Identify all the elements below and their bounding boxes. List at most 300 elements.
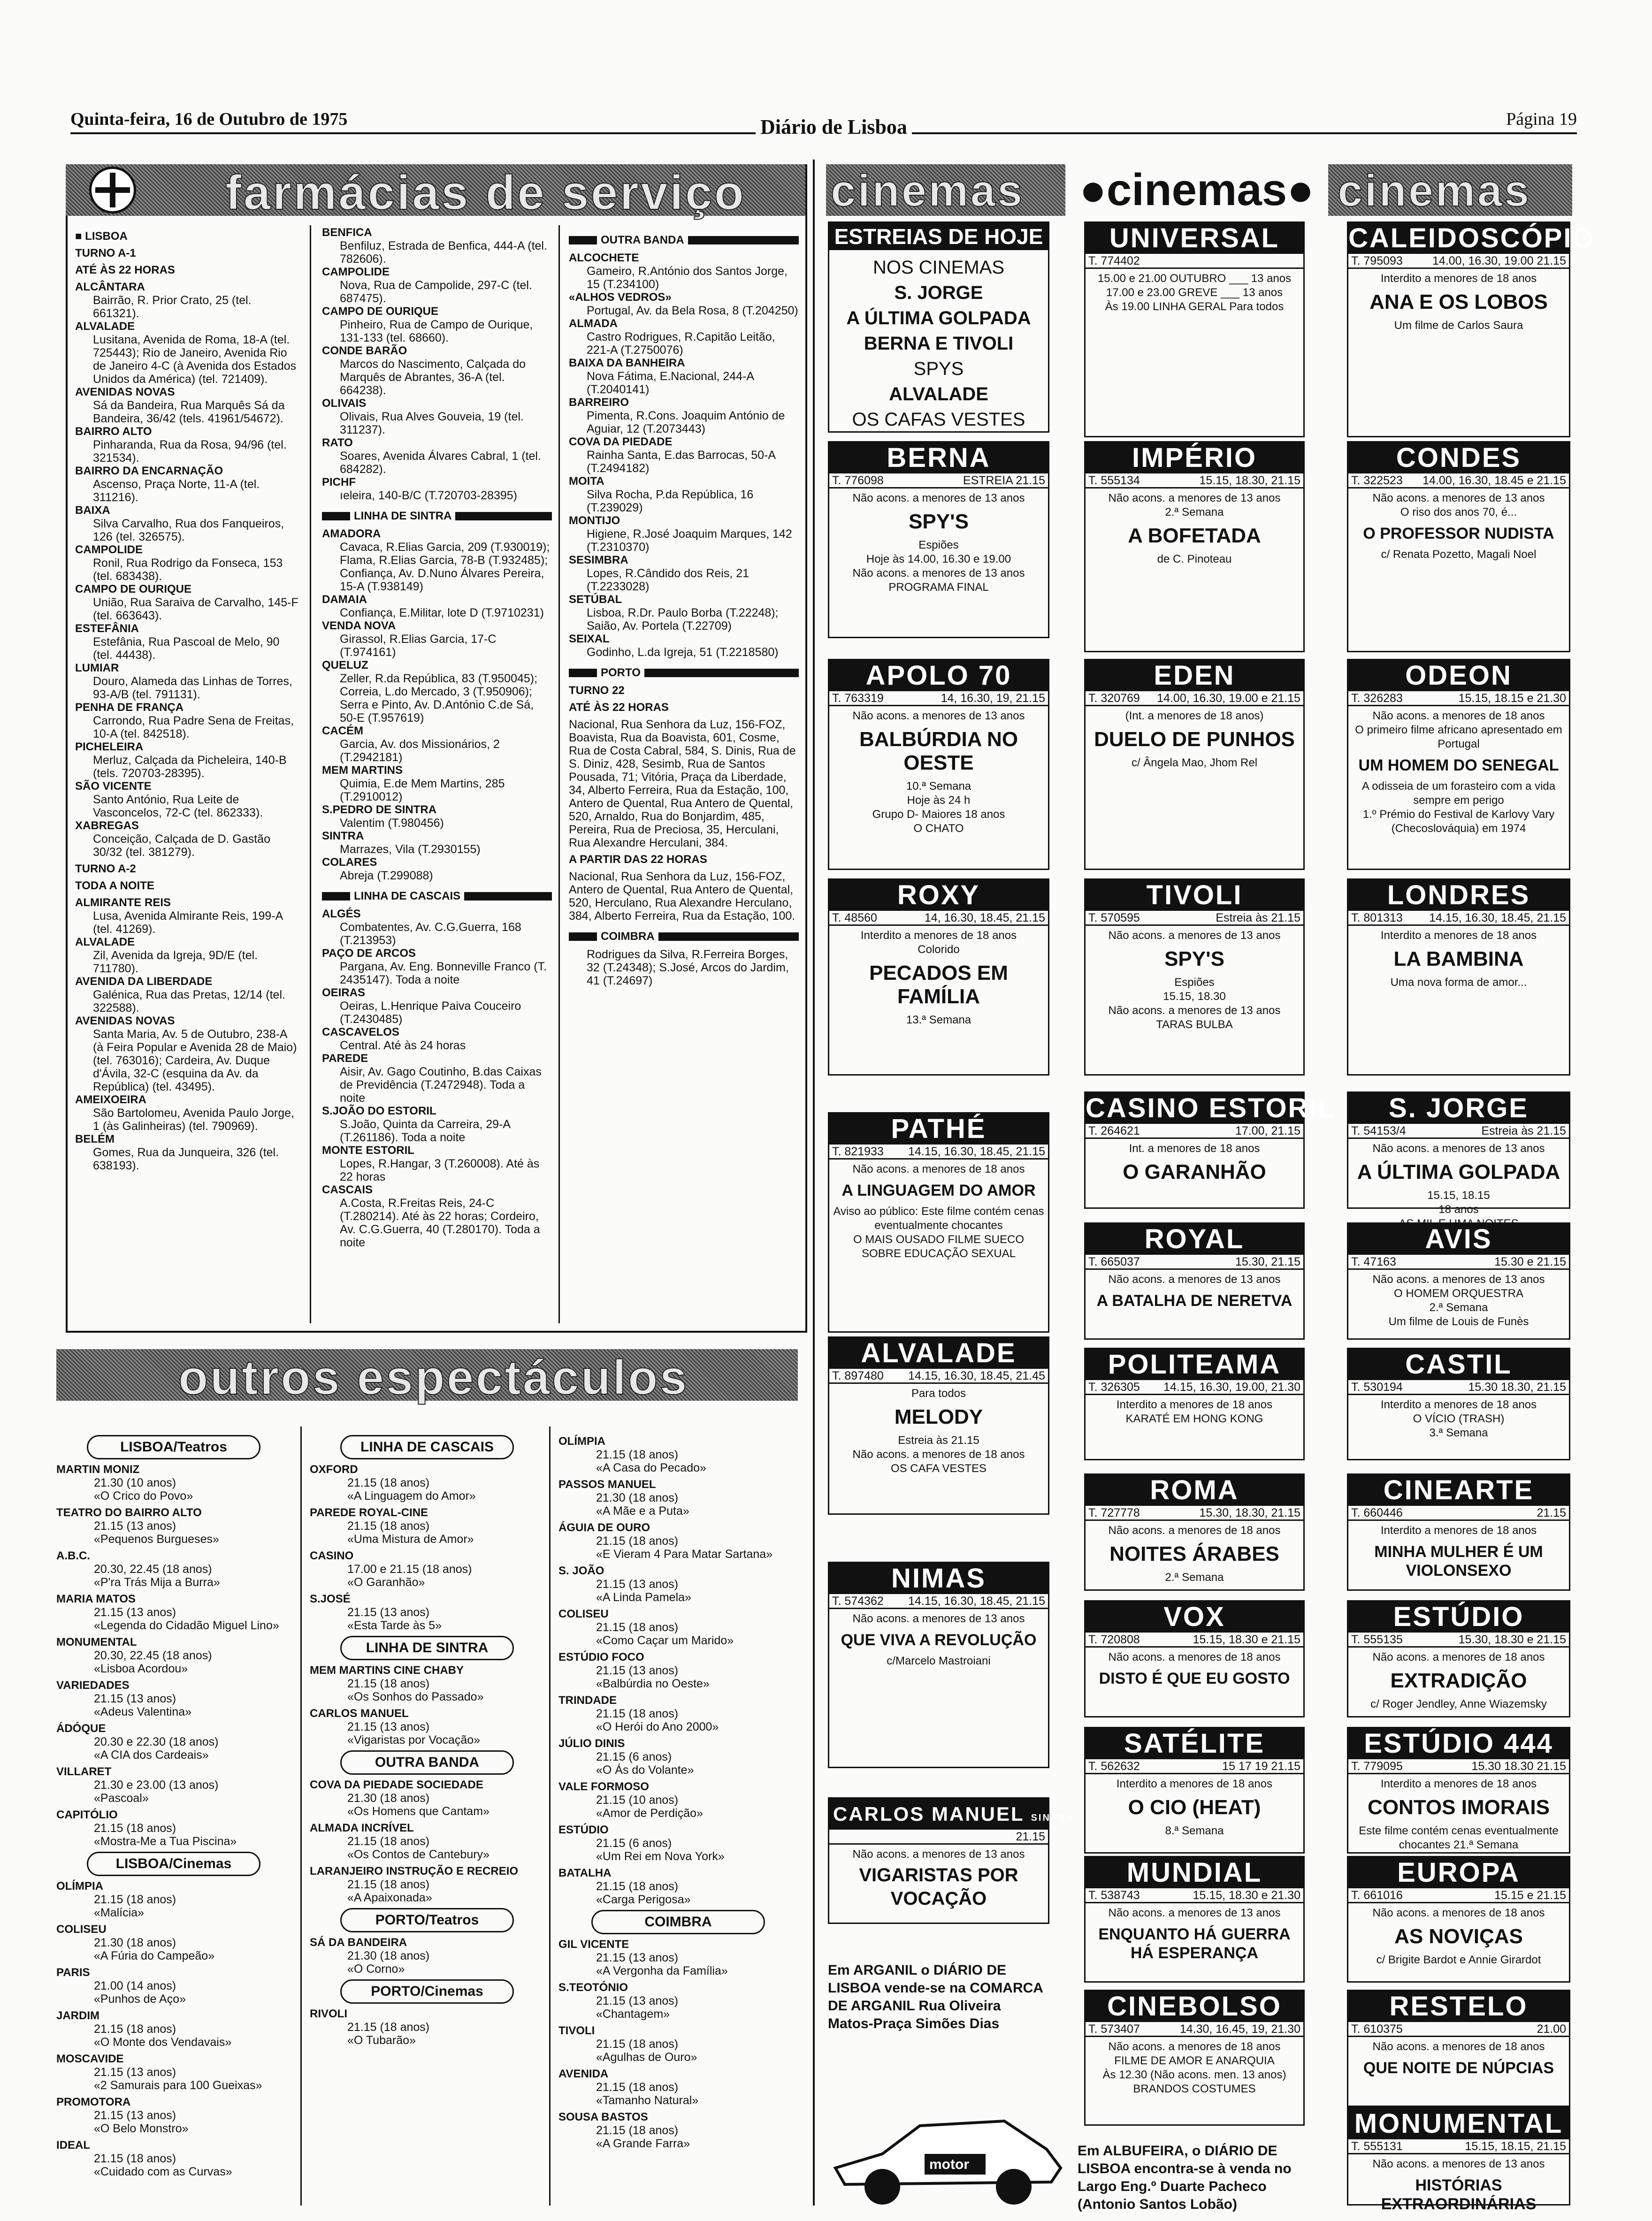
district-name: LUMIAR — [75, 662, 119, 674]
section-pill: LISBOA/Cinemas — [87, 1852, 260, 1876]
cinema-name: UNIVERSAL — [1086, 223, 1303, 254]
pharmacy-cross-icon — [89, 167, 136, 214]
cinema-berna — [828, 441, 1049, 638]
district-name: MOITA — [569, 475, 604, 488]
venue-name: ALMADA INCRÍVEL — [310, 1822, 414, 1834]
cinema-extra: TARAS BULBA — [1156, 1018, 1233, 1031]
show-time: 21.15 (13 anos) — [347, 1720, 430, 1733]
pharmacy-entry: Silva Rocha, P.da República, 16 (T.239029) — [587, 488, 754, 514]
shift-heading: TURNO A-1 — [75, 247, 136, 259]
cinema-note: Não acons. a menores de 13 anos — [1108, 1273, 1281, 1286]
estreias-film: SPYS — [913, 359, 964, 379]
shift-heading: ATÉ ÀS 22 HORAS — [569, 701, 669, 714]
cinema-extra: Uma nova forma de amor... — [1390, 976, 1527, 989]
cinema-name: EDEN — [1086, 660, 1303, 691]
district-name: ALMADA — [569, 317, 618, 330]
district-name: QUELUZ — [322, 659, 368, 672]
venue-name: SOUSA BASTOS — [558, 2111, 648, 2123]
district-name: OLIVAIS — [322, 397, 367, 410]
venue-name: PAREDE ROYAL-CINE — [310, 1506, 428, 1519]
cinema-times: 15.15, 18.15, 21.15 — [1465, 2140, 1566, 2153]
show-time: 21.15 (18 anos) — [596, 1534, 679, 1548]
cinema-avis — [1347, 1222, 1570, 1340]
cinema-film: NOITES ÁRABES — [1109, 1542, 1279, 1565]
cinema-film: EXTRADIÇÃO — [1390, 1669, 1527, 1692]
cinema-sat-lite — [1084, 1727, 1305, 1854]
venue-name: GIL VICENTE — [558, 1938, 629, 1951]
section-pill: PORTO/Teatros — [340, 1908, 514, 1932]
cinema-film: HISTÓRIAS EXTRAORDINÁRIAS — [1381, 2176, 1537, 2213]
pharmacy-list: Nacional, Rua Senhora da Luz, 156-FOZ, Boavista, Rua da Boavista, 601, Cosme, Rua de Costa Cabral, 584, S. Dinis, Rua de S. Diniz, 428, Sesimb, Rua de Santos Pousada, 71; Vitória, Praça da Liberdade, 34, Alberto Ferreira, Rua da Estação, 100, Antero de Quental, Rua Antero de Quental, 520, Arnaldo, Rua do Bonjardim, 485, Pereira, Rua de Preciosa, 35, Herculani, Rua Alexandre Herculani, 384. — [569, 718, 796, 849]
cinema-note: Interdito a menores de 18 anos — [1380, 1778, 1537, 1790]
cinema-tivoli — [1084, 878, 1305, 1076]
estreias-cinema: S. JORGE — [894, 282, 983, 303]
cinema-film: PECADOS EM FAMÍLIA — [869, 962, 1008, 1008]
district-name: MEM MARTINS — [322, 764, 403, 777]
cinema-name: POLITEAMA — [1086, 1349, 1303, 1380]
cinema-film: QUE VIVA A REVOLUÇÃO — [841, 1631, 1037, 1649]
pharmacy-entry: Higiene, R.José Joaquim Marques, 142 (T.2310370) — [587, 527, 792, 554]
cinema-name: MONUMENTAL — [1348, 2108, 1569, 2139]
cinema-phone: T. 801313 — [1351, 911, 1403, 924]
venue-name: A.B.C. — [56, 1549, 90, 1562]
cinema-mundial — [1084, 1856, 1305, 1983]
pharmacy-entry: Bairrão, R. Prior Crato, 25 (tel. 661321). — [93, 294, 252, 320]
show-time: 20.30 e 22.30 (18 anos) — [94, 1735, 219, 1748]
region-heading: LINHA DE SINTRA — [322, 510, 552, 523]
venue-name: TEATRO DO BAIRRO ALTO — [56, 1506, 202, 1519]
district-name: COLARES — [322, 856, 377, 869]
venue-name: TRINDADE — [558, 1694, 617, 1707]
arganil-note: Em ARGANIL o DIÁRIO DE LISBOA vende-se na COMARCA DE ARGANIL Rua Oliveira Matos-Praça Simões Dias — [828, 1962, 1043, 2031]
cinema-extra: c/ Renata Pozetto, Magali Noel — [1381, 548, 1537, 561]
pharmacy-column-2 — [322, 226, 552, 1324]
cinema-film: LA BAMBINA — [1393, 947, 1524, 970]
cinema-universal — [1084, 221, 1305, 437]
cinema-note: Não acons. a menores de 13 anos — [1108, 492, 1281, 504]
district-name: MONTIJO — [569, 514, 620, 527]
pharmacy-banner — [66, 164, 807, 220]
issue-date: Quinta-feira, 16 de Outubro de 1975 — [70, 109, 348, 129]
district-name: AVENIDAS NOVAS — [75, 386, 175, 398]
pharmacy-entry: Lusitana, Avenida de Roma, 18-A (tel. 725443); Rio de Janeiro, Avenida Rio de Janeiro 4-C (à Avenida dos Estados Unidos da América) (tel. 721409). — [93, 333, 297, 386]
show-title: «Malícia» — [94, 1906, 144, 1919]
venue-name: OLÍMPIA — [56, 1880, 103, 1893]
newspaper-title: Diário de Lisboa — [756, 115, 912, 139]
show-title: «O Garanhão» — [347, 1576, 425, 1589]
cinema-path- — [828, 1112, 1049, 1333]
pharmacy-entry: Cavaca, R.Elias Garcia, 209 (T.930019); Flama, R.Elias Garcia, 78-B (T.932485); Confiança, Av. D.Nuno Álvares Pereira, 15-A (T.938149) — [340, 541, 550, 593]
pharmacy-entry: Merluz, Calçada da Picheleira, 140-B (tels. 720703-28395). — [93, 754, 287, 780]
cinema-extra: c/Marcelo Mastroiani — [887, 1655, 991, 1667]
show-time: 21.15 (18 anos) — [347, 2021, 430, 2034]
cinema-note: O HOMEM ORQUESTRA — [1393, 1287, 1523, 1300]
section-pill: COIMBRA — [591, 1910, 765, 1934]
venue-name: PARIS — [56, 1966, 90, 1979]
show-time: 21.15 (18 anos) — [596, 1880, 679, 1893]
show-title: «A Grande Farra» — [596, 2137, 690, 2150]
cinema-times: ESTREIA 21.15 — [963, 474, 1045, 487]
pharmacy-entry: Confiança, E.Militar, lote D (T.9710231) — [340, 606, 544, 619]
venue-name: PASSOS MANUEL — [558, 1478, 656, 1491]
show-title: «Vigaristas por Vocação» — [347, 1733, 481, 1747]
cinema-film: A BOFETADA — [1128, 524, 1261, 547]
cinema-extra: Um filme de Louis de Funès — [1388, 1315, 1529, 1328]
cinema-note: Não acons. a menores de 18 anos — [852, 1163, 1025, 1175]
cinema-times: 14.30, 16.45, 19, 21.30 — [1179, 2023, 1300, 2036]
cinema-phone: T. 264621 — [1088, 1124, 1140, 1137]
cinema-phone: T. 320769 — [1088, 692, 1140, 705]
cinema-extra: c/ Ângela Mao, Jhom Rel — [1131, 756, 1258, 769]
pharmacy-column-3 — [569, 226, 799, 1324]
district-name: S.JOÃO DO ESTORIL — [322, 1105, 436, 1117]
cinema-casino-estoril — [1084, 1091, 1336, 1209]
cinema-monumental — [1347, 2107, 1570, 2213]
district-name: PICHF — [322, 476, 356, 488]
district-name: ALVALADE — [75, 936, 135, 948]
cinema-note: (Int. a menores de 18 anos) — [1125, 710, 1264, 722]
cinema-phone: T. 48560 — [832, 911, 877, 924]
pharmacy-entry: ıeleira, 140-B/C (T.720703-28395) — [340, 489, 518, 502]
show-time: 21.15 (18 anos) — [94, 2023, 176, 2036]
cinema-extra: Não acons. a menores de 13 anos — [1108, 1004, 1281, 1017]
pharmacy-entry: Estefânia, Rua Pascoal de Melo, 90 (tel. 44438). — [93, 635, 280, 662]
cinema-name: CINEBOLSO — [1086, 1991, 1303, 2022]
show-title: «Pequenos Burgueses» — [94, 1533, 219, 1546]
venue-name: SÁ DA BANDEIRA — [310, 1936, 407, 1949]
cinema-extra: Hoje às 24 h — [907, 794, 971, 807]
cinema-note: Int. a menores de 18 anos — [1129, 1142, 1260, 1155]
cinema-times: 14.15, 16.30, 18.45, 21.15 — [1429, 911, 1566, 924]
district-name: MONTE ESTORIL — [322, 1144, 414, 1157]
region-heading: COIMBRA — [569, 930, 799, 943]
pharmacy-entry: Pimenta, R.Cons. Joaquim António de Aguiar, 12 (T.2073443) — [587, 409, 785, 435]
pharmacy-entry: Ascenso, Praça Norte, 11-A (tel. 311216). — [93, 478, 260, 504]
district-name: S.PEDRO DE SINTRA — [322, 803, 437, 816]
cinema-times: Estreia às 21.15 — [1216, 911, 1300, 924]
cinema-extra: Este filme contém cenas eventualmente chocantes 21.ª Semana — [1359, 1824, 1559, 1851]
show-title: «Tamanho Natural» — [596, 2094, 699, 2107]
pharmacy-entry: Nova Fátima, E.Nacional, 244-A (T.2040141) — [587, 370, 754, 396]
cinema-note: 3.ª Semana — [1429, 1427, 1488, 1439]
cinema-times: 17.00, 21.15 — [1235, 1124, 1300, 1137]
pharmacy-entry: Olivais, Rua Alves Gouveia, 19 (tel. 311237). — [340, 410, 524, 436]
pharmacy-entry: Benfiluz, Estrada de Benfica, 444-A (tel. 782606). — [340, 239, 547, 266]
venue-name: COVA DA PIEDADE SOCIEDADE — [310, 1778, 483, 1791]
cinema-condes — [1347, 441, 1570, 652]
cinema-times: 15.30 18.30, 21.15 — [1468, 1381, 1566, 1394]
pharmacy-entry: Castro Rodrigues, R.Capitão Leitão, 221-A (T.2750076) — [587, 330, 775, 357]
pharmacy-entry: Lisboa, R.Dr. Paulo Borba (T.22248); Saião, Av. Portela (T.22709) — [587, 606, 779, 633]
cinema-name: CINEARTE — [1348, 1475, 1569, 1506]
venue-name: MONUMENTAL — [56, 1636, 137, 1649]
cinema-extra: BRANDOS COSTUMES — [1133, 2083, 1256, 2095]
venue-name: ÁDÓQUE — [56, 1722, 106, 1735]
cinema-phone: T. 555135 — [1351, 1633, 1403, 1646]
show-time: 21.15 (18 anos) — [347, 1476, 430, 1489]
venue-name: MARTIN MONIZ — [56, 1463, 140, 1476]
estreias-box — [828, 221, 1049, 433]
pharmacy-entry: Douro, Alameda das Linhas de Torres, 93-A/B (tel. 791131). — [93, 675, 292, 701]
cinema-phone: T. 763319 — [832, 692, 884, 705]
pharmacy-entry: Pinheiro, Rua de Campo de Ourique, 131-133 (tel. 68660). — [340, 318, 533, 344]
pharmacy-entry: Lopes, R.Cândido dos Reis, 21 (T.2233028) — [587, 567, 750, 593]
cinema-note: Não acons. a menores de 18 anos — [1108, 2040, 1281, 2053]
cinema-phone: T. 774402 — [1088, 254, 1140, 267]
cinema-times: 14.15, 16.30, 18.45, 21.45 — [908, 1369, 1045, 1382]
cinema-extra: Não acons. a menores de 18 anos — [852, 1448, 1025, 1461]
cinema-phone: T. 795093 — [1351, 254, 1403, 267]
venue-name: MARIA MATOS — [56, 1593, 136, 1605]
pharmacy-entry: Oeiras, L.Henrique Paiva Couceiro (T.2430485) — [340, 1000, 521, 1026]
venue-name: BATALHA — [558, 1867, 612, 1879]
venue-name: ESTÚDIO FOCO — [558, 1651, 644, 1664]
pharmacy-entry: Central. Até às 24 horas — [340, 1039, 466, 1052]
venue-name: TIVOLI — [558, 2024, 595, 2037]
cinema-times: 14.15, 16.30, 18.45, 21.15 — [908, 1595, 1045, 1608]
cinema-note: 2.ª Semana — [1165, 506, 1224, 519]
cinema-restelo — [1347, 1990, 1570, 2107]
pharmacy-entry: São Bartolomeu, Avenida Paulo Jorge, 1 (às Galinheiras) (tel. 790969). — [93, 1107, 294, 1133]
cinema-extra: 8.ª Semana — [1165, 1824, 1224, 1837]
estreias-cinema: BERNA E TIVOLI — [864, 333, 1014, 354]
show-title: «A Apaixonada» — [347, 1891, 432, 1904]
show-title: «O Corno» — [347, 1962, 405, 1976]
show-time: 21.30 (18 anos) — [347, 1792, 430, 1805]
district-name: SESIMBRA — [569, 554, 628, 566]
cinema-times: 15.15, 18.30 e 21.15 — [1193, 1633, 1300, 1646]
cinema-film: A BATALHA DE NERETVA — [1096, 1292, 1293, 1310]
district-name: CAMPO DE OURIQUE — [322, 305, 439, 318]
show-time: 21.15 (13 anos) — [596, 1994, 679, 2007]
cinema-extra: A odisseia de um forasteiro com a vida sempre em perigo — [1361, 780, 1556, 807]
district-name: BAIRRO DA ENCARNAÇÃO — [75, 465, 223, 477]
cinema-note: 2.ª Semana — [1429, 1301, 1488, 1314]
show-time: 21.00 (14 anos) — [94, 1979, 176, 1992]
cinema-extra: Aviso ao público: Este filme contém cenas eventualmente chocantes — [833, 1205, 1044, 1232]
cinema-note: 15.00 e 21.00 OUTUBRO ___ 13 anos — [1097, 272, 1292, 285]
show-title: «A Vergonha da Família» — [596, 1964, 728, 1977]
show-time: 21.30 (18 anos) — [347, 1949, 430, 1962]
section-pill: LISBOA/Teatros — [87, 1435, 260, 1459]
cinema-phone: T. 779095 — [1351, 1760, 1403, 1773]
cinema-phone: T. 727778 — [1088, 1506, 1140, 1519]
district-name: ALCOCHETE — [569, 252, 639, 264]
show-title: «Punhos de Aço» — [94, 1992, 186, 2006]
venue-name: JARDIM — [56, 2009, 100, 2022]
shift-heading: ■ LISBOA — [75, 230, 128, 243]
district-name: BARREIRO — [569, 396, 629, 409]
other-shows-column-3 — [558, 1431, 798, 2206]
pharmacy-entry: União, Rua Saraiva de Carvalho, 145-F (tel. 663643). — [93, 596, 298, 622]
cinema-times: 14.00, 16.30, 19.00 e 21.15 — [1157, 692, 1300, 705]
cinema-times: 14, 16.30, 19, 21.15 — [941, 692, 1045, 705]
cinema-name: ROXY — [829, 880, 1048, 911]
cinema-phone: T. 665037 — [1088, 1255, 1140, 1268]
page-number: Página 19 — [1506, 109, 1577, 129]
cinema-film: ENQUANTO HÁ GUERRA HÁ ESPERANÇA — [1098, 1925, 1291, 1962]
region-heading: OUTRA BANDA — [569, 234, 799, 247]
cinema-note: Para todos — [911, 1387, 966, 1400]
cinema-times: 15.15, 18.30, 21.15 — [1199, 474, 1300, 487]
cinema-note: Interdito a menores de 18 anos — [1380, 929, 1537, 942]
cinema-note: Interdito a menores de 18 anos — [860, 929, 1017, 942]
show-title: «A Mãe e a Puta» — [596, 1504, 689, 1518]
cinema-extra: 18 anos — [1438, 1203, 1479, 1216]
cinema-phone: T. 661016 — [1351, 1889, 1403, 1902]
show-title: «A Casa do Pecado» — [596, 1461, 706, 1474]
venue-name: VALE FORMOSO — [558, 1780, 649, 1793]
show-title: «A CIA dos Cardeais» — [94, 1748, 209, 1762]
show-time: 21.15 (13 anos) — [94, 2066, 176, 2079]
show-time: 21.15 (18 anos) — [347, 1878, 430, 1891]
cinema-times: 15.30, 18.30 e 21.15 — [1458, 1633, 1566, 1646]
pharmacy-entry: Pinharanda, Rua da Rosa, 94/96 (tel. 321534). — [93, 438, 287, 465]
show-title: «Carga Perigosa» — [596, 1893, 691, 1906]
show-title: «Amor de Perdição» — [596, 1807, 703, 1820]
cinema-note: Interdito a menores de 18 anos — [1116, 1398, 1273, 1411]
district-name: PICHELEIRA — [75, 740, 144, 753]
shift-heading: TURNO A-2 — [75, 862, 136, 875]
cinema-note: Não acons. a menores de 18 anos — [1108, 1651, 1281, 1664]
show-title: «O Herói do Ano 2000» — [596, 1720, 719, 1733]
estreias-film: A ÚLTIMA GOLPADA — [846, 308, 1031, 328]
estreias-body — [829, 250, 1048, 437]
cinema-alvalade — [828, 1336, 1049, 1515]
cinema-name: ESTÚDIO 444 — [1348, 1728, 1569, 1759]
district-name: ALVALADE — [75, 320, 135, 333]
show-time: 21.15 (10 anos) — [596, 1794, 679, 1807]
cinema-s-jorge — [1347, 1091, 1570, 1216]
venue-name: LARANJEIRO INSTRUÇÃO E RECREIO — [310, 1865, 519, 1878]
show-time: 21.30 e 23.00 (13 anos) — [94, 1778, 219, 1792]
cinema-name: LONDRES — [1348, 880, 1569, 911]
cinema-film: DUELO DE PUNHOS — [1094, 728, 1295, 751]
pharmacy-entry: Soares, Avenida Álvares Cabral, 1 (tel. 684282). — [340, 450, 541, 476]
show-title: «Balbúrdia no Oeste» — [596, 1677, 710, 1690]
venue-name: CAPITÓLIO — [56, 1809, 118, 1821]
district-name: AMADORA — [322, 527, 381, 540]
venue-name: VILLARET — [56, 1765, 112, 1778]
cinema-film: A ÚLTIMA GOLPADA — [1357, 1160, 1560, 1183]
cinema-phone: T. 821933 — [832, 1145, 884, 1158]
cinema-film: SPY'S — [1164, 947, 1224, 970]
cinema-film: VIGARISTAS POR VOCAÇÃO — [859, 1865, 1018, 1909]
show-title: «Adeus Valentina» — [94, 1705, 192, 1718]
show-title: «O Tubarão» — [347, 2034, 416, 2047]
venue-name: PROMOTORA — [56, 2096, 131, 2108]
cinema-name: ESTÚDIO — [1348, 1602, 1569, 1633]
cinema-odeon — [1347, 659, 1570, 870]
venue-name: CASINO — [310, 1549, 354, 1562]
other-shows-banner — [56, 1349, 798, 1405]
show-time: 21.15 (18 anos) — [596, 2124, 679, 2137]
show-title: «Lisboa Acordou» — [94, 1662, 188, 1675]
cinema-note: Interdito a menores de 18 anos — [1380, 272, 1537, 285]
show-title: «E Vieram 4 Para Matar Sartana» — [596, 1548, 773, 1561]
show-time: 21.15 (13 anos) — [94, 1606, 176, 1619]
cinema-cinearte — [1347, 1473, 1570, 1591]
district-name: BAIXA — [75, 504, 110, 517]
district-name: SETÚBAL — [569, 593, 622, 606]
cinema-times: 21.00 — [1537, 2023, 1566, 2036]
other-shows-banner-title: outros espectáculos — [178, 1351, 689, 1405]
show-title: «2 Samurais para 100 Gueixas» — [94, 2079, 262, 2092]
cinema-times: 14.00, 16.30, 18.45 e 21.15 — [1423, 474, 1566, 487]
other-shows-column-2 — [310, 1431, 544, 2206]
section-pill: OUTRA BANDA — [340, 1750, 514, 1775]
cinema-phone: T. 326283 — [1351, 692, 1403, 705]
show-title: «Legenda do Cidadão Miguel Lino» — [94, 1619, 279, 1632]
cinema-phone: T. 555131 — [1351, 2140, 1403, 2153]
other-shows-column-1 — [56, 1431, 291, 2206]
show-time: 21.15 (18 anos) — [94, 2152, 176, 2165]
cinema-extra: OS CAFA VESTES — [890, 1462, 987, 1475]
cinema-note: 17.00 e 23.00 GREVE ___ 13 anos — [1106, 286, 1283, 299]
cinema-extra: Um filme de Carlos Saura — [1394, 319, 1523, 332]
cinema-name: TIVOLI — [1086, 880, 1303, 911]
show-title: «O Belo Monstro» — [94, 2122, 189, 2135]
district-name: OEIRAS — [322, 986, 366, 999]
show-time: 21.15 (18 anos) — [596, 1707, 679, 1720]
venue-name: COLISEU — [558, 1608, 609, 1620]
show-time: 21.15 (6 anos) — [596, 1837, 672, 1850]
pharmacy-entry: Pargana, Av. Eng. Bonneville Franco (T. 2435147). Toda a noite — [340, 960, 547, 986]
show-time: 21.15 (6 anos) — [596, 1750, 672, 1763]
show-title: «Pascoal» — [94, 1792, 149, 1805]
cinema-est-dio-444 — [1347, 1727, 1570, 1854]
pharmacy-entry: Lopes, R.Hangar, 3 (T.260008). Até às 22 horas — [340, 1157, 540, 1183]
district-name: CASCAIS — [322, 1183, 373, 1196]
cinema-film: A LINGUAGEM DO AMOR — [841, 1182, 1036, 1199]
show-time: 17.00 e 21.15 (18 anos) — [347, 1563, 472, 1576]
racing-car-illustration — [826, 2098, 1070, 2206]
cinema-film: CONTOS IMORAIS — [1368, 1796, 1550, 1819]
pharmacy-entry: Zeller, R.da República, 83 (T.950045); Correia, L.do Mercado, 3 (T.950906); Serra e Pinto, Av. D.António C.de Sá, 50-E (T.957619) — [340, 672, 538, 725]
cinema-extra: O MAIS OUSADO FILME SUECO SOBRE EDUCAÇÃO SEXUAL — [853, 1233, 1025, 1260]
cinema-note: O primeiro filme africano apresentado em Portugal — [1355, 724, 1562, 750]
cinema-caleidosc-pio — [1347, 221, 1595, 437]
cinema-phone: T. 555134 — [1088, 474, 1140, 487]
cinema-phone: T. 562632 — [1088, 1760, 1140, 1773]
pharmacy-entry: Girassol, R.Elias Garcia, 17-C (T.974161) — [340, 633, 497, 659]
cinema-extra: Grupo D- Maiores 18 anos — [872, 808, 1005, 821]
section-pill: LINHA DE SINTRA — [340, 1636, 514, 1660]
show-time: 21.15 (18 anos) — [347, 1677, 430, 1690]
cinema-phone: T. 660446 — [1351, 1506, 1403, 1519]
pharmacy-column-1 — [75, 226, 300, 1324]
cinema-film: MELODY — [894, 1405, 983, 1428]
cinema-note: Interdito a menores de 18 anos — [1380, 1398, 1537, 1411]
cinema-extra: Hoje às 14.00, 16.30 e 19.00 — [866, 553, 1011, 565]
pharmacy-banner-title: farmácias de serviço — [225, 166, 746, 220]
cinema-extra: PROGRAMA FINAL — [888, 581, 989, 594]
cinema-vox — [1084, 1600, 1305, 1717]
venue-name: VARIEDADES — [56, 1679, 130, 1692]
cinema-phone: T. 538743 — [1088, 1889, 1140, 1902]
pharmacy-entry: Carrondo, Rua Padre Sena de Freitas, 10-A (tel. 842518). — [93, 714, 294, 740]
pharmacy-entry: Valentim (T.980456) — [340, 817, 444, 830]
cinema-name: RESTELO — [1348, 1991, 1569, 2022]
pharmacy-entry: Zil, Avenida da Igreja, 9D/E (tel. 711780). — [93, 949, 258, 975]
show-title: «Os Homens que Cantam» — [347, 1805, 489, 1818]
cinema-name: IMPÉRIO — [1086, 443, 1303, 473]
show-title: «A Linguagem do Amor» — [347, 1489, 476, 1503]
cinema-name: S. JORGE — [1348, 1093, 1569, 1124]
cinema-londres — [1347, 878, 1570, 1076]
pharmacy-entry: Conceição, Calçada de D. Gastão 30/32 (tel. 381279). — [93, 832, 270, 859]
district-name: ALMIRANTE REIS — [75, 896, 171, 909]
